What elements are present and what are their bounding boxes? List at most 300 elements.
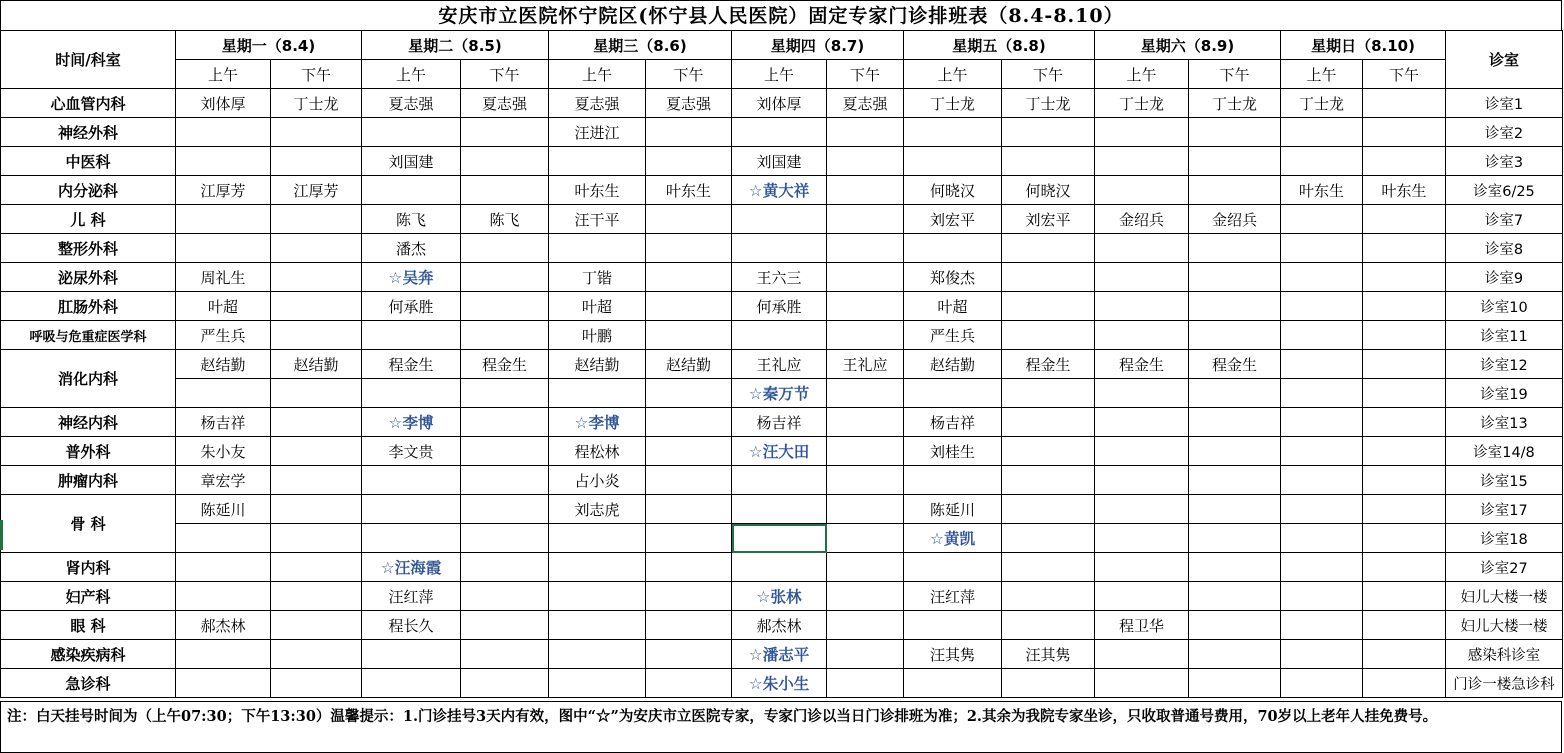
schedule-cell[interactable] [1189, 176, 1281, 205]
schedule-cell[interactable]: 江厚芳 [176, 176, 271, 205]
schedule-cell[interactable] [1363, 437, 1446, 466]
schedule-cell[interactable] [362, 379, 461, 408]
schedule-cell[interactable]: 何承胜 [362, 292, 461, 321]
schedule-cell[interactable] [646, 205, 732, 234]
schedule-cell[interactable] [646, 495, 732, 524]
schedule-cell[interactable]: 刘体厚 [732, 89, 827, 118]
schedule-cell[interactable] [362, 524, 461, 553]
schedule-cell[interactable] [827, 118, 904, 147]
room-cell[interactable]: 诊室6/25 [1446, 176, 1563, 205]
schedule-cell[interactable] [362, 176, 461, 205]
schedule-cell[interactable] [461, 118, 549, 147]
day-header[interactable]: 星期日（8.10) [1281, 31, 1446, 60]
schedule-cell[interactable] [1281, 466, 1363, 495]
schedule-cell[interactable]: 叶东生 [646, 176, 732, 205]
schedule-cell[interactable] [362, 321, 461, 350]
schedule-cell[interactable] [1281, 205, 1363, 234]
schedule-cell[interactable]: 汪其隽 [904, 640, 1002, 669]
schedule-cell[interactable]: 汪红萍 [904, 582, 1002, 611]
schedule-cell[interactable]: 郝杰林 [176, 611, 271, 640]
pm-header[interactable]: 下午 [1363, 60, 1446, 89]
room-cell[interactable]: 诊室13 [1446, 408, 1563, 437]
schedule-cell[interactable]: 丁士龙 [1189, 89, 1281, 118]
schedule-cell[interactable] [732, 466, 827, 495]
schedule-cell[interactable] [646, 234, 732, 263]
schedule-cell[interactable]: 何晓汉 [1002, 176, 1095, 205]
schedule-cell[interactable]: 占小炎 [549, 466, 646, 495]
room-cell[interactable]: 诊室8 [1446, 234, 1563, 263]
schedule-cell[interactable]: 赵结勤 [176, 350, 271, 379]
schedule-cell[interactable] [732, 205, 827, 234]
schedule-cell[interactable] [904, 118, 1002, 147]
schedule-cell[interactable] [1095, 582, 1189, 611]
schedule-cell[interactable]: 金绍兵 [1189, 205, 1281, 234]
schedule-cell[interactable] [1281, 524, 1363, 553]
schedule-cell[interactable] [827, 582, 904, 611]
schedule-cell[interactable] [271, 379, 362, 408]
schedule-cell[interactable]: ☆李博 [362, 408, 461, 437]
schedule-cell[interactable] [271, 495, 362, 524]
schedule-cell[interactable] [549, 582, 646, 611]
schedule-cell[interactable] [1363, 118, 1446, 147]
schedule-cell[interactable] [732, 321, 827, 350]
schedule-cell[interactable] [646, 553, 732, 582]
schedule-cell[interactable]: 刘志虎 [549, 495, 646, 524]
schedule-cell[interactable]: ☆汪海霞 [362, 553, 461, 582]
schedule-cell[interactable] [646, 292, 732, 321]
schedule-cell[interactable] [1281, 553, 1363, 582]
room-cell[interactable]: 诊室18 [1446, 524, 1563, 553]
schedule-cell[interactable] [904, 553, 1002, 582]
schedule-cell[interactable] [827, 176, 904, 205]
schedule-cell[interactable]: 严生兵 [904, 321, 1002, 350]
schedule-cell[interactable]: 陈飞 [461, 205, 549, 234]
schedule-cell[interactable] [646, 118, 732, 147]
schedule-cell[interactable] [271, 582, 362, 611]
schedule-cell[interactable] [646, 640, 732, 669]
schedule-cell[interactable] [461, 495, 549, 524]
schedule-cell[interactable] [1189, 321, 1281, 350]
schedule-cell[interactable] [1363, 466, 1446, 495]
schedule-cell[interactable] [461, 292, 549, 321]
schedule-cell[interactable]: 李文贵 [362, 437, 461, 466]
am-header[interactable]: 上午 [1095, 60, 1189, 89]
dept-name[interactable]: 肾内科 [1, 553, 176, 582]
schedule-cell[interactable] [646, 379, 732, 408]
schedule-cell[interactable] [461, 640, 549, 669]
schedule-cell[interactable]: 丁士龙 [271, 89, 362, 118]
room-cell[interactable]: 妇儿大楼一楼 [1446, 611, 1563, 640]
schedule-cell[interactable] [732, 553, 827, 582]
schedule-cell[interactable] [1189, 234, 1281, 263]
schedule-cell[interactable] [1189, 408, 1281, 437]
schedule-cell[interactable]: ☆张林 [732, 582, 827, 611]
schedule-cell[interactable]: 郝杰林 [732, 611, 827, 640]
schedule-cell[interactable] [461, 553, 549, 582]
schedule-cell[interactable]: 王礼应 [827, 350, 904, 379]
schedule-cell[interactable] [1189, 553, 1281, 582]
dept-name[interactable]: 神经外科 [1, 118, 176, 147]
schedule-cell[interactable] [176, 582, 271, 611]
schedule-cell[interactable]: ☆秦万节 [732, 379, 827, 408]
dept-name[interactable]: 骨 科 [1, 495, 176, 553]
room-cell[interactable]: 诊室15 [1446, 466, 1563, 495]
schedule-cell[interactable] [1363, 263, 1446, 292]
schedule-cell[interactable]: 杨吉祥 [732, 408, 827, 437]
schedule-cell[interactable] [271, 263, 362, 292]
schedule-cell[interactable]: 汪红萍 [362, 582, 461, 611]
schedule-cell[interactable] [732, 495, 827, 524]
dept-name[interactable]: 肛肠外科 [1, 292, 176, 321]
schedule-cell[interactable] [1002, 669, 1095, 698]
schedule-cell[interactable] [1281, 234, 1363, 263]
schedule-cell[interactable]: ☆李博 [549, 408, 646, 437]
schedule-cell[interactable] [1002, 118, 1095, 147]
schedule-cell[interactable]: 程卫华 [1095, 611, 1189, 640]
schedule-cell[interactable] [549, 147, 646, 176]
schedule-cell[interactable]: 丁士龙 [1095, 89, 1189, 118]
schedule-cell[interactable] [1281, 495, 1363, 524]
dept-name[interactable]: 呼吸与危重症医学科 [1, 321, 176, 350]
schedule-cell[interactable]: 周礼生 [176, 263, 271, 292]
schedule-cell[interactable]: 章宏学 [176, 466, 271, 495]
schedule-cell[interactable]: 程松林 [549, 437, 646, 466]
pm-header[interactable]: 下午 [646, 60, 732, 89]
room-cell[interactable]: 诊室17 [1446, 495, 1563, 524]
schedule-cell[interactable] [176, 524, 271, 553]
day-header[interactable]: 星期三（8.6) [549, 31, 732, 60]
schedule-cell[interactable] [1002, 466, 1095, 495]
schedule-cell[interactable]: 程长久 [362, 611, 461, 640]
schedule-cell[interactable] [1189, 640, 1281, 669]
day-header[interactable]: 星期一（8.4) [176, 31, 362, 60]
room-cell[interactable]: 诊室9 [1446, 263, 1563, 292]
schedule-cell[interactable] [1002, 611, 1095, 640]
schedule-cell[interactable] [362, 118, 461, 147]
schedule-cell[interactable] [1095, 147, 1189, 176]
schedule-cell[interactable] [362, 669, 461, 698]
schedule-cell[interactable] [1281, 350, 1363, 379]
schedule-cell[interactable]: 程金生 [362, 350, 461, 379]
schedule-cell[interactable]: 叶超 [904, 292, 1002, 321]
schedule-cell[interactable] [1095, 321, 1189, 350]
schedule-cell[interactable] [1363, 669, 1446, 698]
dept-name[interactable]: 普外科 [1, 437, 176, 466]
schedule-cell[interactable] [461, 582, 549, 611]
schedule-cell[interactable]: ☆黄大祥 [732, 176, 827, 205]
dept-name[interactable]: 内分泌科 [1, 176, 176, 205]
dept-name[interactable]: 儿 科 [1, 205, 176, 234]
day-header[interactable]: 星期五（8.8) [904, 31, 1095, 60]
schedule-cell[interactable]: 夏志强 [461, 89, 549, 118]
schedule-cell[interactable]: 赵结勤 [904, 350, 1002, 379]
schedule-cell[interactable] [1189, 147, 1281, 176]
schedule-cell[interactable] [362, 466, 461, 495]
schedule-cell[interactable] [1363, 321, 1446, 350]
schedule-cell[interactable] [549, 553, 646, 582]
schedule-cell[interactable]: 江厚芳 [271, 176, 362, 205]
schedule-cell[interactable] [827, 495, 904, 524]
schedule-cell[interactable]: 赵结勤 [549, 350, 646, 379]
schedule-cell[interactable]: 何承胜 [732, 292, 827, 321]
am-header[interactable]: 上午 [904, 60, 1002, 89]
schedule-cell[interactable] [1189, 118, 1281, 147]
schedule-cell[interactable]: 丁士龙 [904, 89, 1002, 118]
am-header[interactable]: 上午 [176, 60, 271, 89]
am-header[interactable]: 上午 [549, 60, 646, 89]
schedule-cell[interactable] [1002, 234, 1095, 263]
schedule-cell[interactable] [1002, 379, 1095, 408]
schedule-cell[interactable]: 夏志强 [646, 89, 732, 118]
am-header[interactable]: 上午 [732, 60, 827, 89]
schedule-cell[interactable] [732, 234, 827, 263]
schedule-cell[interactable] [1002, 582, 1095, 611]
dept-name[interactable]: 肿瘤内科 [1, 466, 176, 495]
schedule-cell[interactable]: 杨吉祥 [904, 408, 1002, 437]
schedule-cell[interactable] [176, 234, 271, 263]
schedule-cell[interactable] [1095, 234, 1189, 263]
dept-name[interactable]: 眼 科 [1, 611, 176, 640]
dept-name[interactable]: 心血管内科 [1, 89, 176, 118]
schedule-cell[interactable] [1095, 263, 1189, 292]
schedule-cell[interactable]: 刘国建 [732, 147, 827, 176]
schedule-cell[interactable]: 陈延川 [904, 495, 1002, 524]
pm-header[interactable]: 下午 [1189, 60, 1281, 89]
schedule-cell[interactable] [461, 379, 549, 408]
schedule-cell[interactable]: 金绍兵 [1095, 205, 1189, 234]
schedule-cell[interactable] [827, 408, 904, 437]
schedule-cell[interactable] [461, 437, 549, 466]
schedule-cell[interactable] [1189, 437, 1281, 466]
schedule-cell[interactable]: 刘国建 [362, 147, 461, 176]
schedule-cell[interactable] [461, 611, 549, 640]
schedule-cell[interactable] [646, 669, 732, 698]
day-header[interactable]: 星期二（8.5) [362, 31, 549, 60]
schedule-cell[interactable] [1002, 263, 1095, 292]
schedule-cell[interactable]: 王六三 [732, 263, 827, 292]
dept-name[interactable]: 中医科 [1, 147, 176, 176]
schedule-cell[interactable]: 潘杰 [362, 234, 461, 263]
schedule-cell[interactable] [1189, 524, 1281, 553]
schedule-cell[interactable] [904, 669, 1002, 698]
schedule-cell[interactable] [646, 582, 732, 611]
schedule-cell[interactable] [732, 118, 827, 147]
pm-header[interactable]: 下午 [1002, 60, 1095, 89]
schedule-cell[interactable] [1189, 379, 1281, 408]
schedule-cell[interactable] [461, 234, 549, 263]
schedule-cell[interactable] [1363, 408, 1446, 437]
schedule-cell[interactable] [1281, 669, 1363, 698]
room-cell[interactable]: 诊室11 [1446, 321, 1563, 350]
schedule-cell[interactable] [1281, 437, 1363, 466]
schedule-cell[interactable] [549, 524, 646, 553]
schedule-cell[interactable] [176, 669, 271, 698]
schedule-cell[interactable]: 程金生 [1095, 350, 1189, 379]
schedule-cell[interactable] [827, 553, 904, 582]
room-cell[interactable]: 妇儿大楼一楼 [1446, 582, 1563, 611]
schedule-cell[interactable] [271, 234, 362, 263]
room-cell[interactable]: 诊室19 [1446, 379, 1563, 408]
schedule-cell[interactable] [1002, 437, 1095, 466]
schedule-cell[interactable]: 严生兵 [176, 321, 271, 350]
room-cell[interactable]: 诊室2 [1446, 118, 1563, 147]
schedule-cell[interactable] [362, 640, 461, 669]
schedule-cell[interactable] [271, 321, 362, 350]
schedule-cell[interactable] [176, 553, 271, 582]
schedule-cell[interactable]: 刘桂生 [904, 437, 1002, 466]
schedule-cell[interactable] [271, 553, 362, 582]
schedule-cell[interactable] [1363, 640, 1446, 669]
schedule-cell[interactable] [176, 205, 271, 234]
schedule-cell[interactable]: ☆吴奔 [362, 263, 461, 292]
schedule-cell[interactable] [271, 611, 362, 640]
schedule-cell[interactable] [646, 408, 732, 437]
schedule-cell[interactable] [1095, 292, 1189, 321]
schedule-cell[interactable] [646, 321, 732, 350]
schedule-cell[interactable]: 陈飞 [362, 205, 461, 234]
schedule-cell[interactable] [176, 640, 271, 669]
schedule-cell[interactable] [827, 640, 904, 669]
am-header[interactable]: 上午 [362, 60, 461, 89]
schedule-cell[interactable] [646, 466, 732, 495]
schedule-cell[interactable] [827, 611, 904, 640]
schedule-cell[interactable] [1281, 611, 1363, 640]
room-cell[interactable]: 诊室10 [1446, 292, 1563, 321]
schedule-cell[interactable] [732, 524, 827, 553]
pm-header[interactable]: 下午 [827, 60, 904, 89]
schedule-cell[interactable] [1363, 147, 1446, 176]
schedule-cell[interactable] [176, 147, 271, 176]
room-header[interactable]: 诊室 [1446, 31, 1563, 89]
schedule-cell[interactable] [827, 263, 904, 292]
schedule-cell[interactable]: 杨吉祥 [176, 408, 271, 437]
schedule-cell[interactable] [904, 379, 1002, 408]
schedule-cell[interactable]: 王礼应 [732, 350, 827, 379]
schedule-cell[interactable] [1095, 176, 1189, 205]
schedule-cell[interactable]: ☆汪大田 [732, 437, 827, 466]
room-cell[interactable]: 诊室14/8 [1446, 437, 1563, 466]
dept-name[interactable]: 泌尿外科 [1, 263, 176, 292]
day-header[interactable]: 星期六（8.9) [1095, 31, 1281, 60]
schedule-cell[interactable] [827, 321, 904, 350]
day-header[interactable]: 星期四（8.7) [732, 31, 904, 60]
schedule-cell[interactable] [827, 234, 904, 263]
schedule-cell[interactable] [1189, 466, 1281, 495]
schedule-cell[interactable] [646, 524, 732, 553]
schedule-cell[interactable] [461, 263, 549, 292]
schedule-cell[interactable]: 丁士龙 [1281, 89, 1363, 118]
schedule-cell[interactable] [1363, 292, 1446, 321]
schedule-cell[interactable] [1281, 292, 1363, 321]
schedule-cell[interactable] [271, 466, 362, 495]
schedule-cell[interactable] [1281, 147, 1363, 176]
schedule-cell[interactable] [271, 292, 362, 321]
schedule-cell[interactable]: 朱小友 [176, 437, 271, 466]
schedule-cell[interactable] [1095, 379, 1189, 408]
pm-header[interactable]: 下午 [271, 60, 362, 89]
schedule-cell[interactable]: 刘体厚 [176, 89, 271, 118]
schedule-cell[interactable] [904, 234, 1002, 263]
schedule-cell[interactable]: 刘宏平 [904, 205, 1002, 234]
schedule-cell[interactable] [1281, 263, 1363, 292]
schedule-cell[interactable] [461, 321, 549, 350]
schedule-cell[interactable] [904, 147, 1002, 176]
schedule-cell[interactable] [1363, 553, 1446, 582]
schedule-cell[interactable] [271, 118, 362, 147]
schedule-cell[interactable]: 程金生 [1002, 350, 1095, 379]
schedule-cell[interactable] [827, 292, 904, 321]
schedule-cell[interactable] [1363, 205, 1446, 234]
schedule-cell[interactable] [549, 611, 646, 640]
schedule-cell[interactable] [827, 524, 904, 553]
schedule-cell[interactable] [1189, 263, 1281, 292]
schedule-cell[interactable] [549, 379, 646, 408]
schedule-cell[interactable] [1095, 118, 1189, 147]
room-cell[interactable]: 诊室1 [1446, 89, 1563, 118]
schedule-cell[interactable] [1095, 437, 1189, 466]
schedule-cell[interactable] [1002, 147, 1095, 176]
am-header[interactable]: 上午 [1281, 60, 1363, 89]
schedule-cell[interactable] [1189, 292, 1281, 321]
schedule-cell[interactable] [362, 495, 461, 524]
room-cell[interactable]: 门诊一楼急诊科 [1446, 669, 1563, 698]
schedule-cell[interactable] [904, 611, 1002, 640]
schedule-cell[interactable] [1002, 408, 1095, 437]
schedule-cell[interactable] [1095, 524, 1189, 553]
schedule-cell[interactable] [827, 147, 904, 176]
schedule-cell[interactable] [827, 437, 904, 466]
dept-name[interactable]: 神经内科 [1, 408, 176, 437]
schedule-cell[interactable] [461, 524, 549, 553]
schedule-cell[interactable]: 汪干平 [549, 205, 646, 234]
schedule-cell[interactable]: 叶鹏 [549, 321, 646, 350]
schedule-cell[interactable]: 赵结勤 [646, 350, 732, 379]
room-cell[interactable]: 诊室27 [1446, 553, 1563, 582]
room-cell[interactable]: 诊室7 [1446, 205, 1563, 234]
schedule-cell[interactable] [271, 669, 362, 698]
schedule-cell[interactable] [271, 408, 362, 437]
schedule-cell[interactable] [1002, 321, 1095, 350]
schedule-cell[interactable] [1189, 582, 1281, 611]
schedule-cell[interactable] [271, 524, 362, 553]
schedule-cell[interactable]: 丁士龙 [1002, 89, 1095, 118]
schedule-cell[interactable]: 叶东生 [1281, 176, 1363, 205]
schedule-cell[interactable] [549, 669, 646, 698]
schedule-cell[interactable] [461, 669, 549, 698]
schedule-cell[interactable] [461, 466, 549, 495]
schedule-cell[interactable]: 郑俊杰 [904, 263, 1002, 292]
schedule-cell[interactable] [827, 669, 904, 698]
schedule-cell[interactable]: 丁锴 [549, 263, 646, 292]
schedule-cell[interactable] [1363, 379, 1446, 408]
schedule-cell[interactable] [1363, 350, 1446, 379]
schedule-cell[interactable] [1095, 408, 1189, 437]
schedule-cell[interactable] [1363, 582, 1446, 611]
schedule-cell[interactable] [1095, 669, 1189, 698]
schedule-cell[interactable] [461, 176, 549, 205]
schedule-cell[interactable]: 程金生 [1189, 350, 1281, 379]
room-cell[interactable]: 诊室12 [1446, 350, 1563, 379]
schedule-cell[interactable] [1189, 611, 1281, 640]
schedule-cell[interactable] [827, 466, 904, 495]
schedule-cell[interactable]: 夏志强 [362, 89, 461, 118]
schedule-cell[interactable] [1281, 640, 1363, 669]
schedule-cell[interactable] [646, 147, 732, 176]
schedule-cell[interactable]: 叶超 [176, 292, 271, 321]
schedule-cell[interactable]: 陈延川 [176, 495, 271, 524]
schedule-cell[interactable] [1189, 495, 1281, 524]
schedule-cell[interactable] [549, 640, 646, 669]
